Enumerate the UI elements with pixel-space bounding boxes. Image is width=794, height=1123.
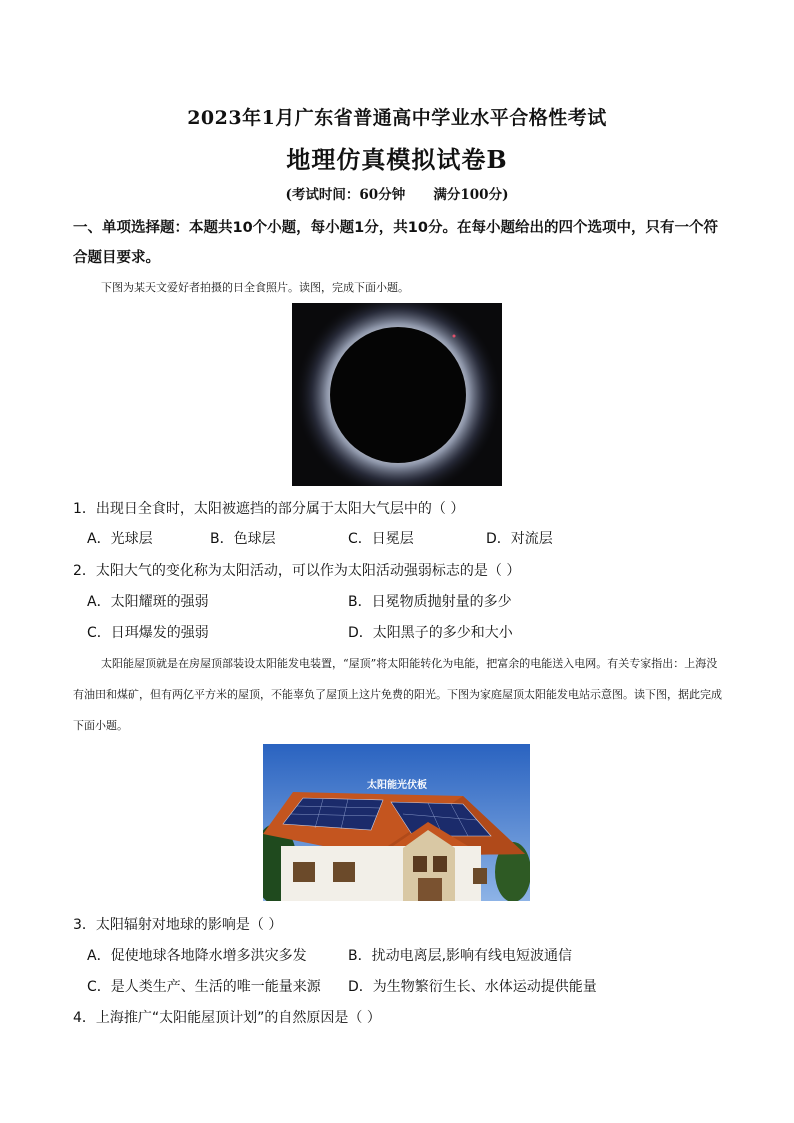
q2-option-b: B．日冕物质抛射量的多少 [348,594,512,610]
q3-option-b: B．扰动电离层,影响有线电短波通信 [348,948,573,964]
q3-option-d: D．为生物繁衍生长、水体运动提供能量 [348,979,597,995]
material-intro-1: 下图为某天文爱好者拍摄的日全食照片。读图，完成下面小题。 [101,281,409,294]
exam-info: (考试时间：60分钟 满分100分) [285,187,509,203]
q1-option-a: A．光球层 [87,531,153,547]
q2-option-a: A．太阳耀斑的强弱 [87,594,209,610]
q1-option-c: C．日冕层 [348,531,414,547]
solar-panel-label: 太阳能光伏板 [367,780,427,791]
q3-option-c: C．是人类生产、生活的唯一能量来源 [87,979,321,995]
question-3-stem: 3．太阳辐射对地球的影响是（ ） [73,917,283,933]
rooftop-solar-house-photo [263,744,530,901]
paper-title: 地理仿真模拟试卷B [286,145,508,174]
q2-option-d: D．太阳黑子的多少和大小 [348,625,513,641]
q2-option-c: C．日珥爆发的强弱 [87,625,209,641]
material-intro-2: 太阳能屋顶就是在房屋顶部装设太阳能发电装置，“屋顶”将太阳能转化为电能，把富余的电能送入电网。有关专家指出：上海没有油田和煤矿，但有两亿平方米的屋顶，不能辜负了屋顶上这片免费的阳光。下图为家庭屋顶太阳能发电站示意图。读下图，据此完成下面小题。 [73,657,722,732]
question-4-stem: 4．上海推广“太阳能屋顶计划”的自然原因是（ ） [73,1010,381,1026]
question-2-stem: 2．太阳大气的变化称为太阳活动，可以作为太阳活动强弱标志的是（ ） [73,563,521,579]
exam-title: 2023年1月广东省普通高中学业水平合格性考试 [187,107,607,129]
solar-eclipse-photo [292,303,502,486]
section-heading: 一、单项选择题：本题共10个小题，每小题1分，共10分。在每小题给出的四个选项中，只有一个符合题目要求。 [73,220,718,266]
question-1-stem: 1．出现日全食时，太阳被遮挡的部分属于太阳大气层中的（ ） [73,501,465,517]
q1-option-b: B．色球层 [210,531,276,547]
q1-option-d: D．对流层 [486,531,553,547]
q3-option-a: A．促使地球各地降水增多洪灾多发 [87,948,307,964]
